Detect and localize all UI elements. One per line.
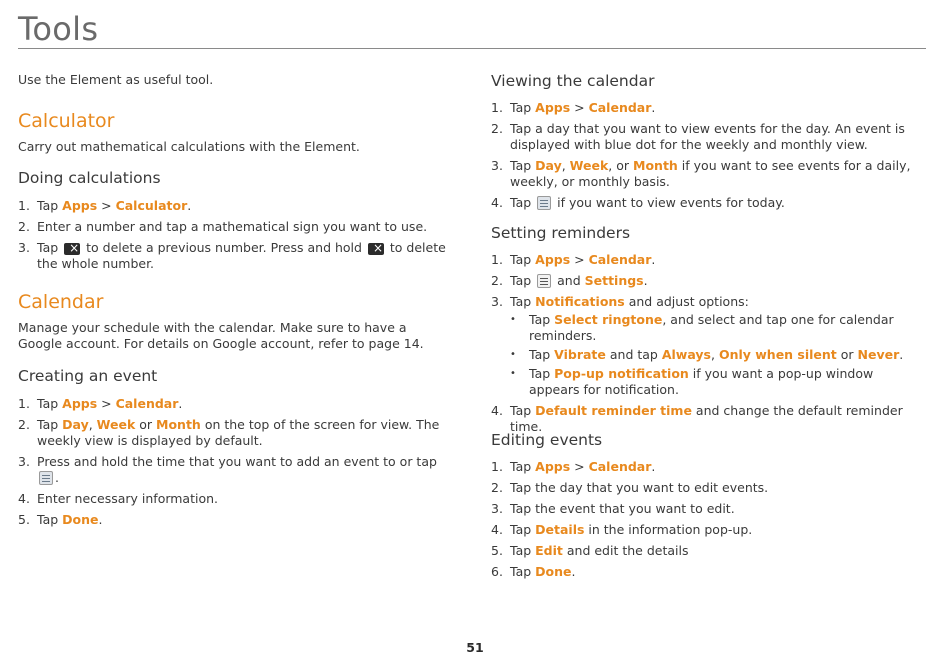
backspace-icon — [64, 243, 80, 255]
list-item: 5. Tap Edit and edit the details — [491, 543, 689, 558]
list-item: 1. Tap Apps > Calendar. — [491, 252, 656, 267]
creating-event-steps — [18, 396, 458, 533]
editing-events-steps — [491, 459, 927, 585]
viewing-calendar-heading: Viewing the calendar — [491, 72, 655, 90]
calendar-description: Manage your schedule with the calendar. Make sure to have a Google account. For details on Google account, refer to page 14. — [18, 320, 424, 351]
today-icon — [537, 196, 551, 210]
calendar-add-icon — [39, 471, 53, 485]
list-item: 5. Tap Done. — [18, 512, 103, 527]
calculator-steps — [18, 198, 458, 277]
setting-reminders-heading: Setting reminders — [491, 224, 631, 242]
list-item: 6. Tap Done. — [491, 564, 576, 579]
calendar-title: Calendar — [18, 291, 104, 313]
setting-reminders-steps — [491, 252, 927, 440]
list-item: 2. Tap the day that you want to edit events. — [491, 480, 769, 495]
list-item: 1. Tap Apps > Calendar. — [18, 396, 183, 411]
creating-event-heading: Creating an event — [18, 367, 158, 385]
intro-text: Use the Element as useful tool. — [18, 72, 214, 87]
list-item: 4. Tap Details in the information pop-up. — [491, 522, 753, 537]
list-item: 1. Tap Apps > Calendar. — [491, 459, 656, 474]
backspace-icon — [368, 243, 384, 255]
page-title: Tools — [18, 10, 99, 48]
list-item: 3. Tap Day, Week, or Month if you want to see events for a daily, weekly, or monthly basis. — [491, 158, 911, 189]
list-item: 4. Tap Default reminder time and change the default reminder time. — [491, 403, 903, 434]
list-item: 2. Tap Day, Week or Month on the top of the screen for view. The weekly view is displayed by default. — [18, 417, 440, 448]
menu-icon — [537, 274, 551, 288]
list-item: 4. Tap if you want to view events for today. — [491, 195, 785, 210]
list-item: 1. Tap Apps > Calendar. — [491, 100, 656, 115]
calculator-title: Calculator — [18, 110, 115, 132]
page-number: 51 — [466, 640, 484, 655]
list-item: 2. Enter a number and tap a mathematical sign you want to use. — [18, 219, 428, 234]
list-item: 3. Tap Notifications and adjust options: • Tap Select ringtone, and select and tap one for calendar reminders. • Tap Vibrate and tap Always, Only when silent or Never. • Tap Pop-up notification if you want a pop-up window appears for notification. — [491, 294, 927, 398]
list-item: 4. Enter necessary information. — [18, 491, 219, 506]
list-item: 1. Tap Apps > Calculator. — [18, 198, 192, 213]
list-item: 2. Tap and Settings. — [491, 273, 648, 288]
list-item: 3. Tap the event that you want to edit. — [491, 501, 735, 516]
title-divider — [18, 48, 926, 49]
list-item: 2. Tap a day that you want to view events for the day. An event is displayed with blue dot for the weekly and monthly view. — [491, 121, 905, 152]
list-item: • Tap Vibrate and tap Always, Only when silent or Never. — [510, 347, 927, 363]
list-item: • Tap Pop-up notification if you want a pop-up window appears for notification. — [510, 366, 927, 398]
doing-calculations-heading: Doing calculations — [18, 169, 161, 187]
calculator-description: Carry out mathematical calculations with the Element. — [18, 139, 360, 154]
list-item: • Tap Select ringtone, and select and tap one for calendar reminders. — [510, 312, 927, 344]
list-item: 3. Press and hold the time that you want to add an event to or tap . — [18, 454, 437, 485]
notification-options — [510, 312, 927, 398]
viewing-calendar-steps — [491, 100, 927, 216]
list-item: 3. Tap × to delete a previous number. Press and hold × to delete the whole number. — [18, 240, 458, 272]
editing-events-heading: Editing events — [491, 431, 603, 449]
